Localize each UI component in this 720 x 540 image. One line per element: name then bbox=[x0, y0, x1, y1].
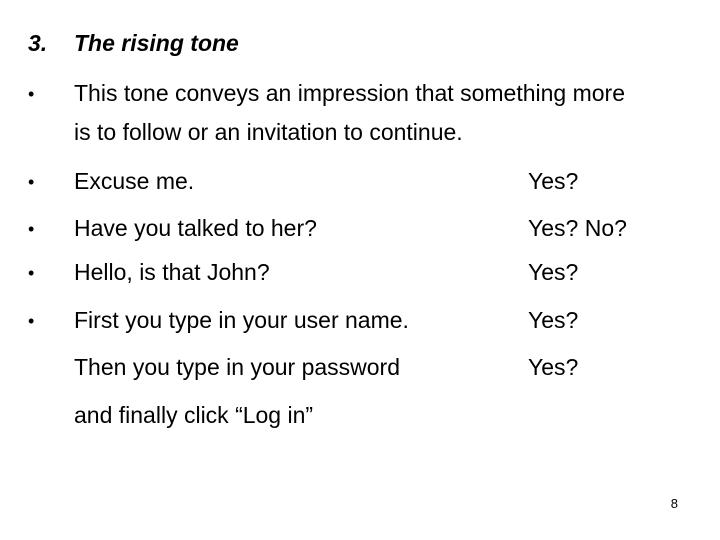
example-response: Yes? bbox=[528, 354, 579, 380]
example-text: Then you type in your password bbox=[74, 354, 401, 380]
example-text: Have you talked to her? bbox=[74, 215, 317, 241]
bullet-icon: • bbox=[28, 84, 35, 104]
example-text: and finally click “Log in” bbox=[74, 402, 314, 428]
bullet-icon: • bbox=[28, 172, 35, 192]
example-text: Hello, is that John? bbox=[74, 259, 270, 285]
slide-heading bbox=[28, 30, 239, 57]
bullet-icon: • bbox=[28, 219, 35, 239]
description-line-2: is to follow or an invitation to continue. bbox=[74, 119, 463, 145]
example-text: First you type in your user name. bbox=[74, 307, 409, 333]
example-response: Yes? bbox=[528, 168, 579, 194]
example-response: Yes? No? bbox=[528, 215, 627, 241]
bullet-icon: • bbox=[28, 311, 35, 331]
page-number: 8 bbox=[670, 496, 678, 511]
heading-number: 3. bbox=[28, 30, 48, 56]
heading-title: The rising tone bbox=[74, 30, 239, 56]
example-text: Excuse me. bbox=[74, 168, 195, 194]
example-response: Yes? bbox=[528, 259, 579, 285]
example-response: Yes? bbox=[528, 307, 579, 333]
bullet-icon: • bbox=[28, 263, 35, 283]
description-line-1: This tone conveys an impression that something more bbox=[74, 80, 625, 106]
